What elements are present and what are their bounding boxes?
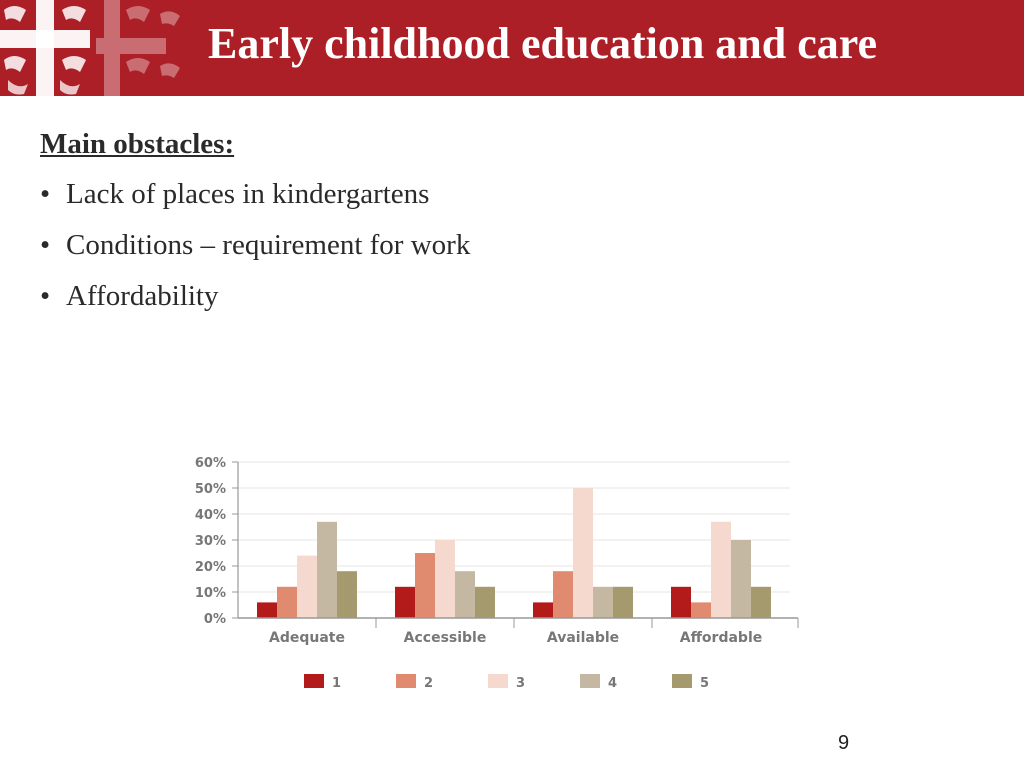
x-tick-label: Available (546, 630, 620, 646)
bar-affordable-series-5 (751, 587, 771, 618)
bar-accessible-series-4 (455, 571, 475, 618)
y-tick-label: 60% (194, 456, 226, 471)
y-tick-label: 30% (194, 534, 226, 549)
bar-available-series-3 (573, 488, 593, 618)
slide-title: Early childhood education and care (208, 19, 878, 68)
bar-adequate-series-1 (257, 602, 277, 618)
bar-available-series-2 (553, 571, 573, 618)
bar-affordable-series-2 (691, 602, 711, 618)
caritas-cross-logo-icon (0, 0, 200, 96)
title-bar (0, 0, 1024, 96)
legend-swatch (672, 674, 692, 688)
legend-swatch (304, 674, 324, 688)
legend-label: 5 (700, 676, 710, 691)
y-tick-label: 10% (194, 586, 226, 601)
y-tick-label: 40% (194, 508, 226, 523)
obstacles-heading: Main obstacles: (40, 128, 235, 160)
list-item-text: Affordability (66, 280, 219, 312)
bar-adequate-series-3 (297, 556, 317, 618)
list-item (40, 276, 470, 316)
y-tick-label: 0% (203, 612, 226, 627)
y-tick-label: 20% (194, 560, 226, 575)
chart-x-axis (238, 618, 798, 646)
y-tick-label: 50% (194, 482, 226, 497)
legend-swatch (580, 674, 600, 688)
slide-content (40, 124, 470, 327)
list-item (40, 174, 470, 214)
x-tick-label: Adequate (269, 630, 345, 646)
x-tick-label: Affordable (679, 630, 763, 646)
chart-bars (257, 488, 771, 618)
legend-label: 1 (332, 676, 342, 691)
bar-available-series-1 (533, 602, 553, 618)
bar-affordable-series-3 (711, 522, 731, 618)
list-item (40, 225, 470, 265)
x-tick-label: Accessible (403, 630, 487, 646)
bar-accessible-series-1 (395, 587, 415, 618)
bar-affordable-series-1 (671, 587, 691, 618)
bullet-icon: • (40, 178, 51, 210)
bullet-icon: • (40, 280, 51, 312)
legend-label: 2 (424, 676, 434, 691)
bar-available-series-5 (613, 587, 633, 618)
page-number: 9 (838, 732, 850, 754)
bullet-icon: • (40, 229, 51, 261)
bar-adequate-series-2 (277, 587, 297, 618)
list-item-text: Lack of places in kindergartens (66, 178, 430, 210)
bar-accessible-series-2 (415, 553, 435, 618)
bar-accessible-series-3 (435, 540, 455, 618)
bar-adequate-series-5 (337, 571, 357, 618)
obstacles-bar-chart (170, 448, 810, 708)
bar-available-series-4 (593, 587, 613, 618)
legend-label: 4 (608, 676, 618, 691)
legend-swatch (488, 674, 508, 688)
legend-swatch (396, 674, 416, 688)
legend-label: 3 (516, 676, 526, 691)
bar-affordable-series-4 (731, 540, 751, 618)
chart-y-axis (195, 456, 238, 627)
obstacles-list (40, 174, 470, 316)
bar-adequate-series-4 (317, 522, 337, 618)
bar-accessible-series-5 (475, 587, 495, 618)
list-item-text: Conditions – requirement for work (66, 229, 471, 261)
chart-legend (304, 674, 709, 691)
